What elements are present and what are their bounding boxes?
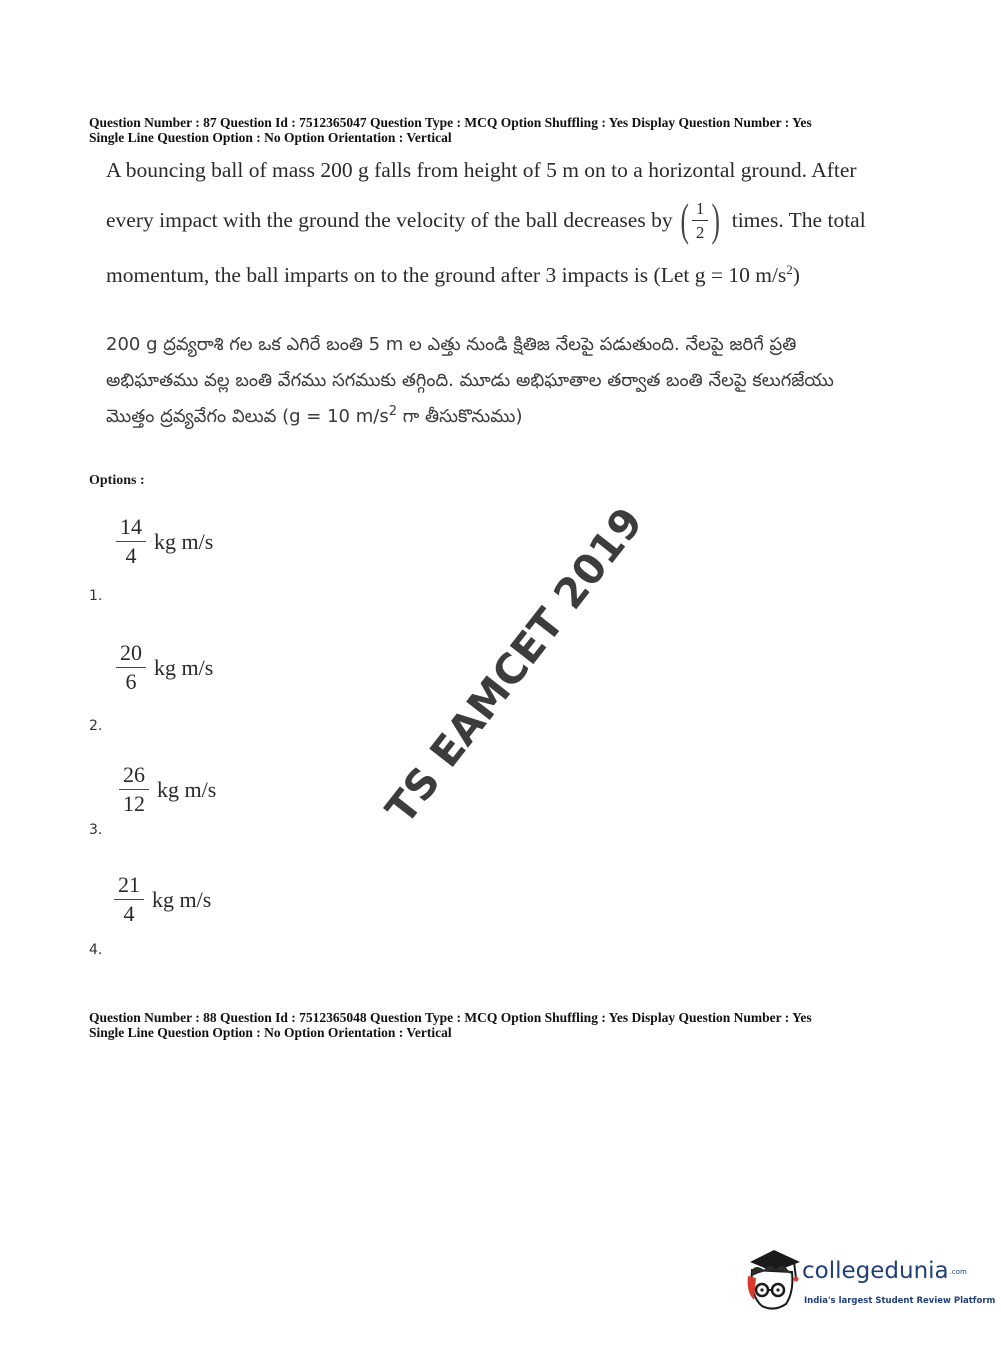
- question-87-meta-line-1: Question Number : 87 Question Id : 7512365047 Question Type : MCQ Option Shuffling : Yes Display Question Number : Yes: [89, 115, 812, 130]
- question-telugu-line-3: [106, 404, 906, 431]
- question-87-meta: [89, 115, 909, 145]
- question-88-meta-line-2: Single Line Question Option : No Option Orientation : Vertical: [89, 1025, 452, 1040]
- question-english-line-3-text: momentum, the ball imparts on to the ground after 3 impacts is (Let g = 10 m/s: [106, 263, 787, 288]
- options-label: Options :: [89, 473, 145, 488]
- option-4-unit: kg m/s: [152, 886, 212, 912]
- collegedunia-logo[interactable]: [742, 1248, 996, 1318]
- logo-tagline: India's largest Student Review Platform: [804, 1296, 996, 1306]
- watermark: TS EAMCET 2019: [376, 498, 653, 833]
- option-1-fraction: [116, 516, 146, 567]
- question-telugu-line-3-text: మొత్తం ద్రవ్యవేగం విలువ (g = 10 m/s: [106, 406, 389, 427]
- option-2-unit: kg m/s: [154, 654, 214, 680]
- option-2-number: 2.: [89, 718, 103, 734]
- logo-suffix: .com: [949, 1267, 967, 1276]
- option-2-denominator: 6: [125, 669, 137, 694]
- velocity-fraction-denominator: 2: [695, 222, 705, 242]
- question-telugu-line-2: అభిఘాతము వల్ల బంతి వేగము సగముకు తగ్గింది. మూడు అభిఘాతాల తర్వాత బంతి నేలపై కలుగజేయు: [106, 370, 834, 391]
- option-2-numerator: 20: [116, 642, 146, 668]
- option-1-number: 1.: [89, 588, 103, 604]
- question-english-line-2-text: every impact with the ground the velocity of the ball decreases by: [106, 207, 673, 232]
- question-english-line-2: [106, 194, 896, 245]
- option-3-fraction: [119, 764, 149, 815]
- question-english-line-3-tail: ): [792, 263, 800, 288]
- student-mascot-icon: [742, 1248, 804, 1314]
- option-1-numerator: 14: [116, 516, 146, 542]
- question-english-line-1: A bouncing ball of mass 200 g falls from height of 5 m on to a horizontal ground. After: [106, 158, 857, 182]
- option-2-fraction: [116, 642, 146, 693]
- option-3-denominator: 12: [123, 791, 145, 816]
- option-4-denominator: 4: [123, 901, 135, 926]
- logo-wordmark: collegedunia.com: [802, 1258, 967, 1284]
- option-4-number: 4.: [89, 942, 103, 958]
- question-telugu-line-3-sup: 2: [388, 404, 397, 419]
- option-2[interactable]: [116, 642, 213, 693]
- question-87-meta-line-2: Single Line Question Option : No Option Orientation : Vertical: [89, 130, 452, 145]
- velocity-fraction-numerator: 1: [692, 200, 709, 221]
- option-4-numerator: 21: [114, 874, 144, 900]
- option-3-number: 3.: [89, 822, 103, 838]
- option-1[interactable]: [116, 516, 213, 567]
- velocity-fraction: ( $\frac{1}{2}$ ): [680, 194, 721, 245]
- option-4-fraction: [114, 874, 144, 925]
- question-telugu-line-1: 200 g ద్రవ్యరాశి గల ఒక ఎగిరే బంతి 5 m ల ఎత్తు నుండి క్షితిజ నేలపై పడుతుంది. నేలపై జరిగే ప్రతి: [106, 334, 797, 355]
- option-3-numerator: 26: [119, 764, 149, 790]
- option-4[interactable]: [114, 874, 211, 925]
- question-english-line-2-tail: times. The total: [731, 207, 866, 232]
- question-english-line-3-sup: 2: [786, 262, 793, 277]
- option-3[interactable]: [119, 764, 216, 815]
- option-3-unit: kg m/s: [157, 776, 217, 802]
- option-1-unit: kg m/s: [154, 528, 214, 554]
- question-88-meta-line-1: Question Number : 88 Question Id : 7512365048 Question Type : MCQ Option Shuffling : Yes Display Question Number : Yes: [89, 1010, 812, 1025]
- question-telugu-line-3-tail: గా తీసుకొనుము): [396, 406, 523, 427]
- question-88-meta: [89, 1010, 909, 1040]
- question-english-line-3: [106, 262, 896, 288]
- option-1-denominator: 4: [125, 543, 137, 568]
